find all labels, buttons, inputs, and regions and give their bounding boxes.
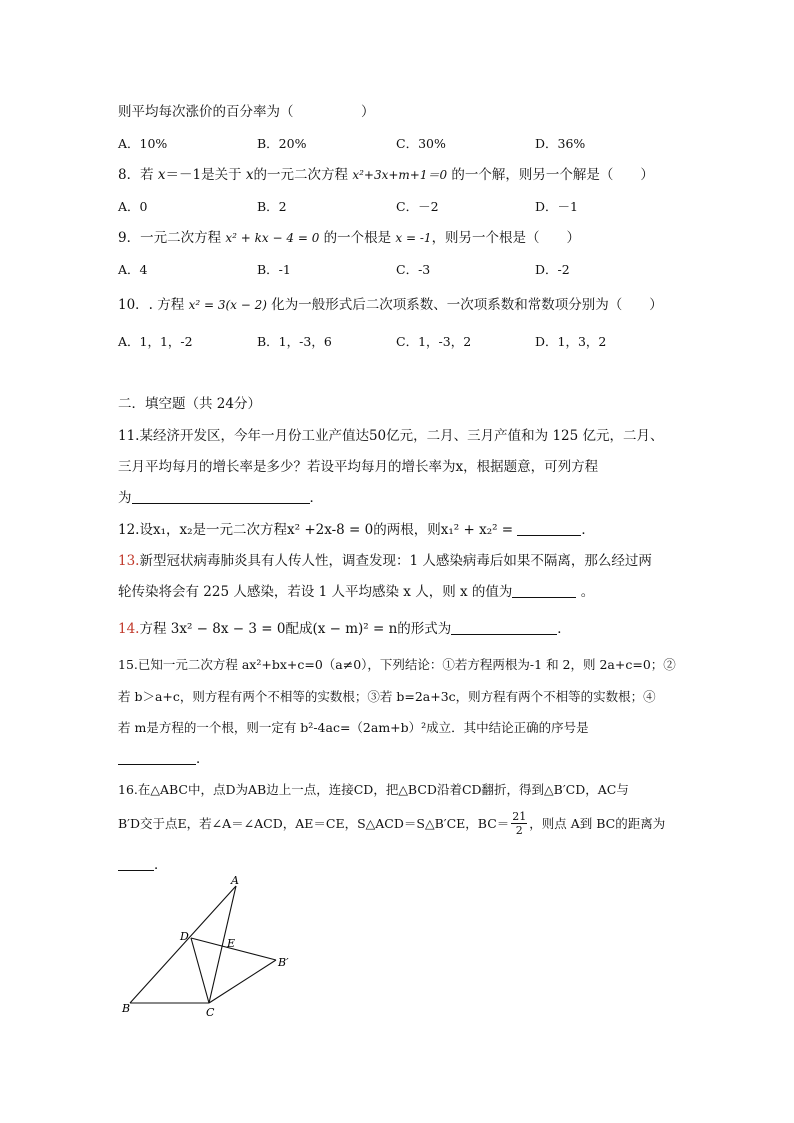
q7-option-b: B．20%: [257, 136, 307, 151]
q10-option-b: B．1，-3，6: [257, 334, 332, 349]
q11-line1: 11.某经济开发区，今年一月份工业产值达50亿元，二月、三月产值和为 125 亿元，二月、: [118, 428, 664, 444]
geometry-figure: [110, 870, 320, 1020]
q15-answer-blank[interactable]: [118, 750, 196, 765]
q8-option-a: A．0: [118, 199, 148, 214]
figure-label-e: E: [227, 937, 236, 950]
q12-answer-blank[interactable]: [517, 521, 581, 536]
q7-stem: 则平均每次涨价的百分率为（ ）: [118, 104, 375, 120]
q11-line3: 为 ．: [118, 490, 323, 506]
q13-answer-blank[interactable]: [512, 583, 576, 598]
figure-label-d: D: [180, 930, 189, 943]
q7-options: [118, 135, 678, 153]
q7-option-c: C．30%: [396, 136, 446, 151]
q9-option-b: B．-1: [257, 262, 291, 277]
q12-stem: 12.设x₁，x₂是一元二次方程x² +2x-8 = 0的两根，则x₁² + x₂² = ．: [118, 522, 595, 538]
q8-option-c: C．－2: [396, 199, 439, 214]
q16-line3: ．: [118, 856, 168, 874]
q16-line2: B′D交于点E，若∠A＝∠ACD，AE＝CE，S△ACD＝S△B′CE，BC＝ $\frac{21}{2}$ ，则点 A到 BC的距离为: [118, 810, 666, 837]
q9-stem: 9．一元二次方程 x² + kx − 4 = 0 的一个根是 x = -1，则另一个根是（ ）: [118, 230, 581, 246]
q13-line1: 13.新型冠状病毒肺炎具有人传人性，调查发现：1 人感染病毒后如果不隔离，那么经过两: [118, 553, 652, 569]
q15-line3: 若 m是方程的一个根，则一定有 b²-4ac=（2am+b）²成立．其中结论正确的序号是: [118, 720, 589, 735]
q16-answer-blank[interactable]: [118, 856, 154, 871]
q10-option-c: C．1，-3，2: [396, 334, 472, 349]
q10-option-a: A．1，1，-2: [118, 334, 193, 349]
q8-stem: 8．若 x＝－1是关于 x的一元二次方程 x²+3x+m+1＝0 的一个解，则另一个解是（ ）: [118, 167, 654, 183]
figure-label-a: A: [231, 874, 239, 887]
q9-options: [118, 261, 678, 279]
q8-options: [118, 198, 678, 216]
q7-option-a: A．10%: [118, 136, 168, 151]
q8-option-b: B．2: [257, 199, 287, 214]
figure-label-b: B: [122, 1002, 131, 1015]
q14-answer-blank[interactable]: [451, 620, 557, 635]
q9-option-a: A．4: [118, 262, 148, 277]
q9-option-c: C．-3: [396, 262, 431, 277]
q8-option-d: D．－1: [535, 199, 578, 214]
q11-line2: 三月平均每月的增长率是多少？若设平均每月的增长率为x，根据题意，可列方程: [118, 459, 599, 475]
q7-option-d: D．36%: [535, 136, 586, 151]
figure-label-b-prime: B′: [278, 956, 289, 969]
q15-line2: 若 b＞a+c，则方程有两个不相等的实数根；③若 b=2a+3c，则方程有两个不相等的实数根；④: [118, 689, 656, 704]
q14-stem: 14.方程 3x² − 8x − 3 = 0配成(x − m)² = n的形式为 ．: [118, 621, 571, 637]
figure-label-c: C: [206, 1006, 215, 1019]
q9-option-d: D．-2: [535, 262, 570, 277]
q10-option-d: D．1，3，2: [535, 334, 607, 349]
q15-line4: ．: [118, 750, 210, 768]
q10-options: [118, 333, 678, 351]
q13-line2: 轮传染将会有 225 人感染，若设 1 人平均感染 x 人，则 x 的值为 。: [118, 584, 595, 600]
section-heading: 二．填空题（共 24分）: [118, 396, 261, 412]
q10-stem: 10．. 方程 x² = 3(x − 2) 化为一般形式后二次项系数、一次项系数和常数项分别为（ ）: [118, 297, 663, 313]
q16-fraction: $\frac{21}{2}$: [512, 810, 527, 837]
q11-answer-blank[interactable]: [132, 489, 310, 504]
q16-line1: 16.在△ABC中，点D为AB边上一点，连接CD，把△BCD沿着CD翻折，得到△B′CD，AC与: [118, 782, 629, 797]
q15-line1: 15.已知一元二次方程 ax²+bx+c=0（a≠0），下列结论：①若方程两根为-1 和 2，则 2a+c=0；②: [118, 657, 676, 672]
